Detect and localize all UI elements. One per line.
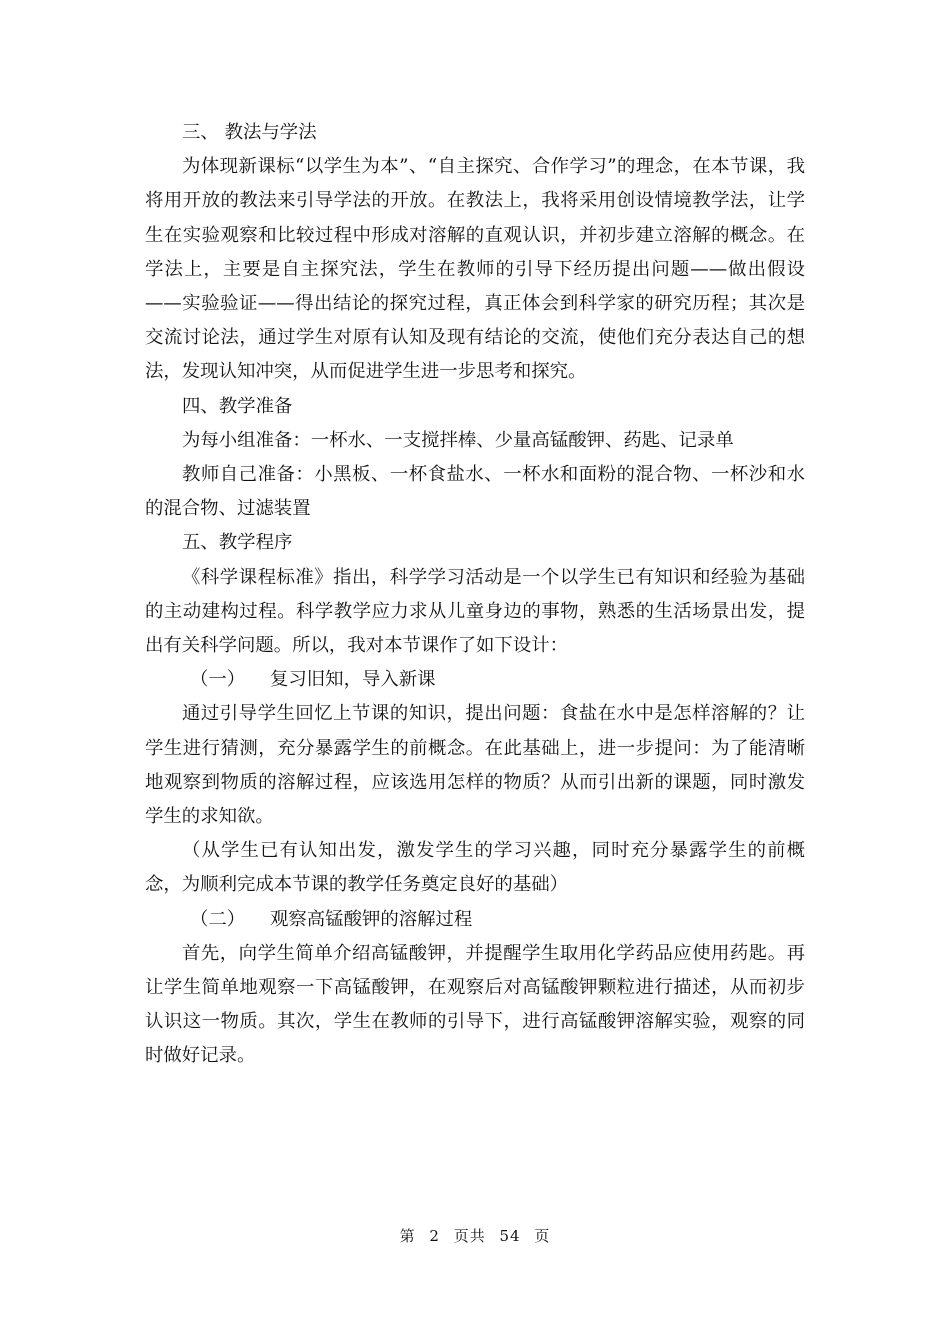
paragraph: 通过引导学生回忆上节课的知识，提出问题：食盐在水中是怎样溶解的？让学生进行猜测，充分暴露学生的前概念。在此基础上，进一步提问：为了能清晰地观察到物质的溶解过程，应该选用怎样的物质？从而引出新的课题，同时激发学生的求知欲。 [145, 703, 805, 828]
paragraph: （从学生已有认知出发，激发学生的学习兴趣，同时充分暴露学生的前概念，为顺利完成本节课的教学任务奠定良好的基础） [145, 840, 805, 896]
subsection-title: 观察高锰酸钾的溶解过程 [270, 908, 473, 930]
subsection-heading-1 [145, 663, 805, 697]
document-body [145, 116, 805, 1074]
section-heading-4: 四、教学准备 [182, 395, 293, 417]
paragraph: 《科学课程标准》指出，科学学习活动是一个以学生已有知识和经验为基础的主动建构过程。科学教学应力求从儿童身边的事物，熟悉的生活场景出发，提出有关科学问题。所以，我对本节课作了如下设计： [145, 566, 805, 657]
section-heading-5: 五、教学程序 [182, 532, 293, 554]
subsection-number: （一） [190, 669, 246, 691]
section-heading-3: 三、 教法与学法 [182, 122, 317, 143]
page-footer: 第 2 页共 54 页 [399, 1227, 551, 1245]
paragraph: 首先，向学生简单介绍高锰酸钾，并提醒学生取用化学药品应使用药匙。再让学生简单地观察一下高锰酸钾，在观察后对高锰酸钾颗粒进行描述，从而初步认识这一物质。其次，学生在教师的引导下，进行高锰酸钾溶解实验，观察的同时做好记录。 [145, 942, 805, 1067]
subsection-heading-2 [145, 903, 805, 937]
paragraph: 为体现新课标“以学生为本”、“自主探究、合作学习”的理念，在本节课，我将用开放的教法来引导学法的开放。在教法上，我将采用创设情境教学法，让学生在实验观察和比较过程中形成对溶解的直观认识，并初步建立溶解的概念。在学法上，主要是自主探究法，学生在教师的引导下经历提出问题——做出假设——实验验证——得出结论的探究过程，真正体会到科学家的研究历程；其次是交流讨论法，通过学生对原有认知及现有结论的交流，使他们充分表达自己的想法，发现认知冲突，从而促进学生进一步思考和探究。 [145, 156, 805, 383]
paragraph: 为每小组准备：一杯水、一支搅拌棒、少量高锰酸钾、药匙、记录单 [182, 429, 734, 451]
subsection-number: （二） [190, 908, 246, 930]
paragraph: 教师自己准备：小黑板、一杯食盐水、一杯水和面粉的混合物、一杯沙和水的混合物、过滤装置 [145, 464, 805, 520]
subsection-title: 复习旧知，导入新课 [270, 669, 436, 691]
